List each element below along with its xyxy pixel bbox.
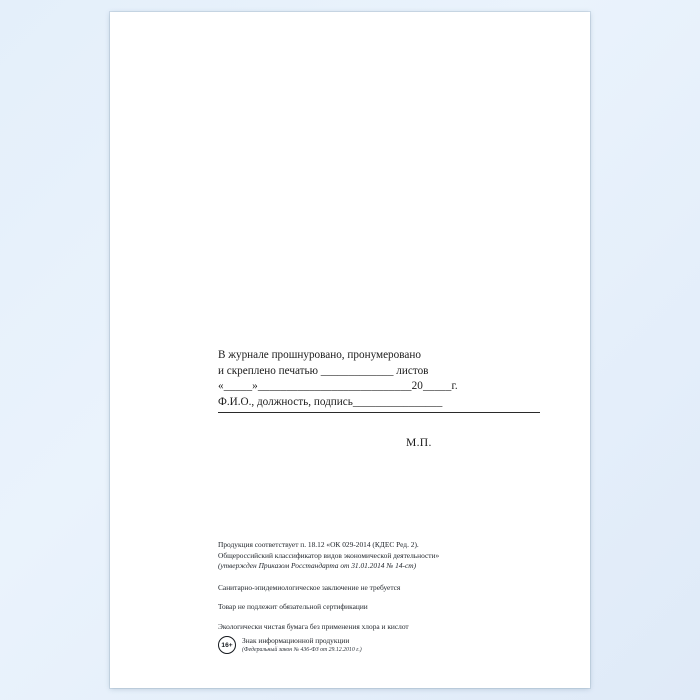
- compliance-line-2: Общероссийский классификатор видов экономической деятельности»: [218, 550, 440, 560]
- age-rating-badge: 16+: [218, 636, 236, 654]
- paper-note: Экологически чистая бумага без применения хлора и кислот: [218, 621, 409, 631]
- certification-note: Товар не подлежит обязательной сертификации: [218, 602, 368, 612]
- document-page: [110, 12, 590, 688]
- legal-block: [218, 540, 568, 633]
- legal-spacer-2: [218, 593, 568, 602]
- stamp-place-label: М.П.: [406, 436, 432, 449]
- certification-line-2: и скреплено печатью _____________ листов: [218, 364, 429, 377]
- legal-spacer-3: [218, 613, 568, 622]
- legal-spacer-1: [218, 572, 568, 583]
- certification-line-4: Ф.И.О., должность, подпись________________: [218, 395, 443, 408]
- compliance-line-3: (утвержден Приказом Росстандарта от 31.01.2014 № 14-ст): [218, 561, 417, 571]
- sanitary-note: Санитарно-эпидемиологическое заключение не требуется: [218, 582, 401, 592]
- information-mark-text: [242, 636, 362, 654]
- certification-line-3: «_____»___________________________20_____г.: [218, 380, 458, 393]
- certification-line-1: В журнале прошнуровано, пронумеровано: [218, 349, 421, 361]
- page-content: [110, 12, 590, 688]
- information-mark-row: [218, 636, 362, 654]
- compliance-line-1: Продукция соответствует п. 18.12 «ОК 029-2014 (КДЕС Ред. 2).: [218, 540, 419, 549]
- certification-block: [218, 348, 548, 413]
- information-mark-label: Знак информационной продукции: [242, 636, 350, 645]
- signature-rule: [218, 411, 540, 413]
- information-mark-law: (Федеральный закон № 436-ФЗ от 29.12.2010 г.): [242, 646, 362, 653]
